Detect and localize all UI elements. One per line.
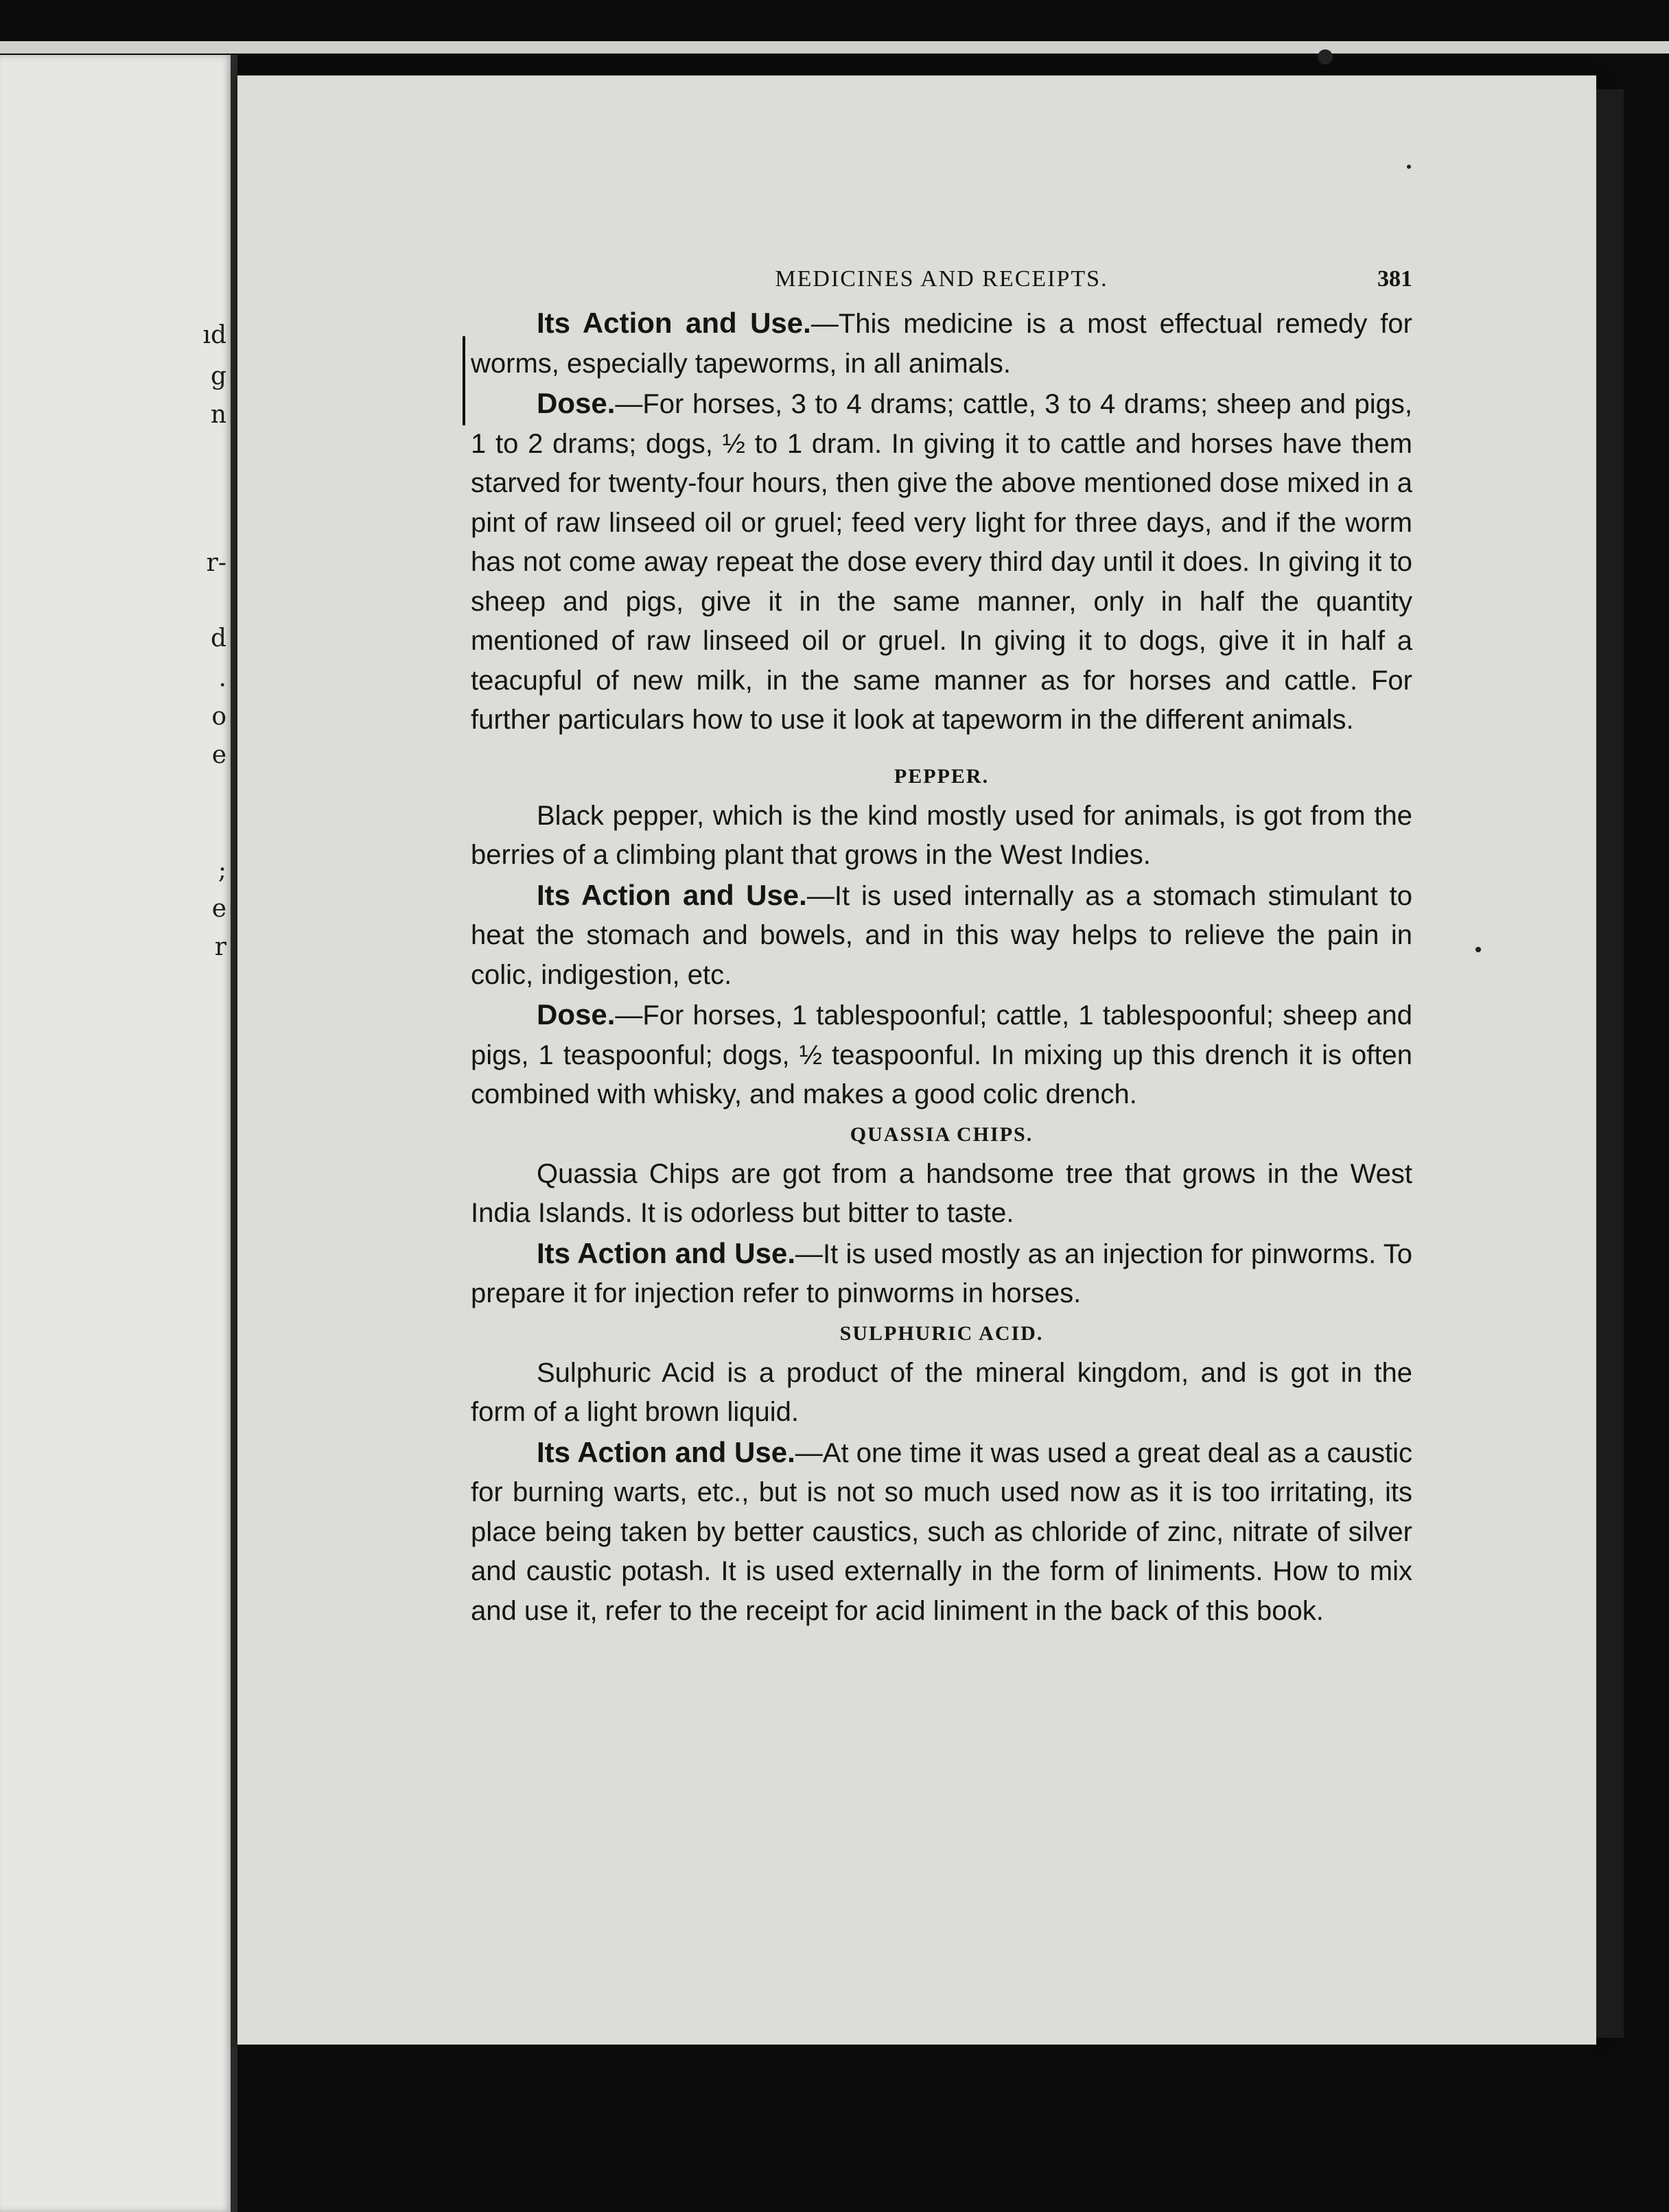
- left-page-fragment: .: [218, 664, 226, 692]
- paragraph: [471, 384, 1412, 740]
- paragraph-text: —For horses, 3 to 4 drams; cattle, 3 to 4 drams; sheep and pigs, 1 to 2 drams; dogs, ½ to 1 dram. In giving it to cattle and horses have them starved for twenty-four hours, then give the above mentioned dose mixed in a pint of raw linseed oil or gruel; feed very light for three days, and if the worm has not come away repeat the dose every third day until it does. In giving it to sheep and pigs, give it in the same manner, only in half the quantity mentioned of raw linseed oil or gruel. In giving it to dogs, give it in half a teacupful of new milk, in the same manner as for horses and cattle. For further particulars how to use it look at tapeworm in the different animals.: [471, 389, 1412, 735]
- paragraph-text: —At one time it was used a great deal as a caustic for burning warts, etc., but is not so much used now as it is too irritating, its place being taken by better caustics, such as chloride of zinc, nitrate of silver and caustic potash. It is used externally in the form of liniments. How to mix and use it, refer to the receipt for acid liniment in the back of this book.: [471, 1437, 1412, 1626]
- paragraph-text: Sulphuric Acid is a product of the mineral kingdom, and is got in the form of a light brown liquid.: [471, 1357, 1412, 1427]
- section-heading: SULPHURIC ACID.: [839, 1321, 1044, 1345]
- paragraph: [471, 1354, 1412, 1433]
- paragraph: [471, 303, 1412, 384]
- book-gutter: [231, 55, 237, 2212]
- paragraph-lead: Its Action and Use.: [537, 307, 811, 339]
- left-page-fragment: r-: [206, 549, 226, 577]
- paragraph-lead: Its Action and Use.: [537, 878, 807, 911]
- margin-mark: [463, 336, 465, 425]
- paragraph-lead: Dose.: [537, 387, 616, 419]
- scan-speck: [1475, 947, 1481, 952]
- paragraph: [471, 1155, 1412, 1234]
- top-page-edge: [0, 41, 1669, 54]
- section-heading: PEPPER.: [894, 764, 990, 788]
- running-head-title: MEDICINES AND RECEIPTS.: [775, 266, 1108, 292]
- running-head: [471, 255, 1412, 303]
- page-text: [471, 255, 1412, 1631]
- page-number: 381: [1377, 266, 1412, 292]
- left-page-fragment: d: [210, 624, 226, 652]
- paragraph-text: —This medicine is a most effectual remedy for worms, especially tapeworms, in all animals.: [471, 309, 1412, 379]
- bottom-shadow: [237, 2045, 1596, 2212]
- left-page-fragment: r: [214, 933, 226, 961]
- paragraph-text: —It is used internally as a stomach stimulant to heat the stomach and bowels, and in this way helps to relieve the pain in colic, indigestion, etc.: [471, 880, 1412, 990]
- left-page-fragment: ıd: [202, 321, 226, 349]
- paragraph-text: —It is used mostly as an injection for pinworms. To prepare it for injection refer to pinworms in horses.: [471, 1238, 1412, 1308]
- left-page-fragment: n: [210, 401, 226, 429]
- paragraph: [471, 875, 1412, 996]
- paragraph: [471, 797, 1412, 875]
- right-page-edge: [1596, 89, 1624, 2038]
- paragraph: [471, 1234, 1412, 1314]
- paragraph-text: —For horses, 1 tablespoonful; cattle, 1 tablespoonful; sheep and pigs, 1 teaspoonful; dogs, ½ teaspoonful. In mixing up this drench it is often combined with whisky, and makes a good colic drench.: [471, 1000, 1412, 1109]
- left-page-edge: [0, 55, 232, 2212]
- scan-speck: [1407, 165, 1411, 169]
- left-page-fragment: o: [211, 703, 226, 731]
- paragraph: [471, 995, 1412, 1115]
- paragraph-text: Quassia Chips are got from a handsome tree that grows in the West India Islands. It is odorless but bitter to taste.: [471, 1158, 1412, 1228]
- section-heading: QUASSIA CHIPS.: [850, 1122, 1034, 1146]
- left-page-fragment: ;: [218, 856, 226, 884]
- paragraph-lead: Its Action and Use.: [537, 1435, 795, 1468]
- paragraph-text: Black pepper, which is the kind mostly used for animals, is got from the berries of a climbing plant that grows in the West Indies.: [471, 800, 1412, 870]
- scan-speck: [1318, 49, 1333, 64]
- paragraph: [471, 1433, 1412, 1632]
- left-page-fragment: e: [211, 895, 226, 923]
- left-page-fragment: g: [210, 362, 226, 390]
- paragraph-lead: Dose.: [537, 998, 616, 1031]
- paragraph-lead: Its Action and Use.: [537, 1236, 796, 1269]
- left-page-fragment: e: [211, 741, 226, 769]
